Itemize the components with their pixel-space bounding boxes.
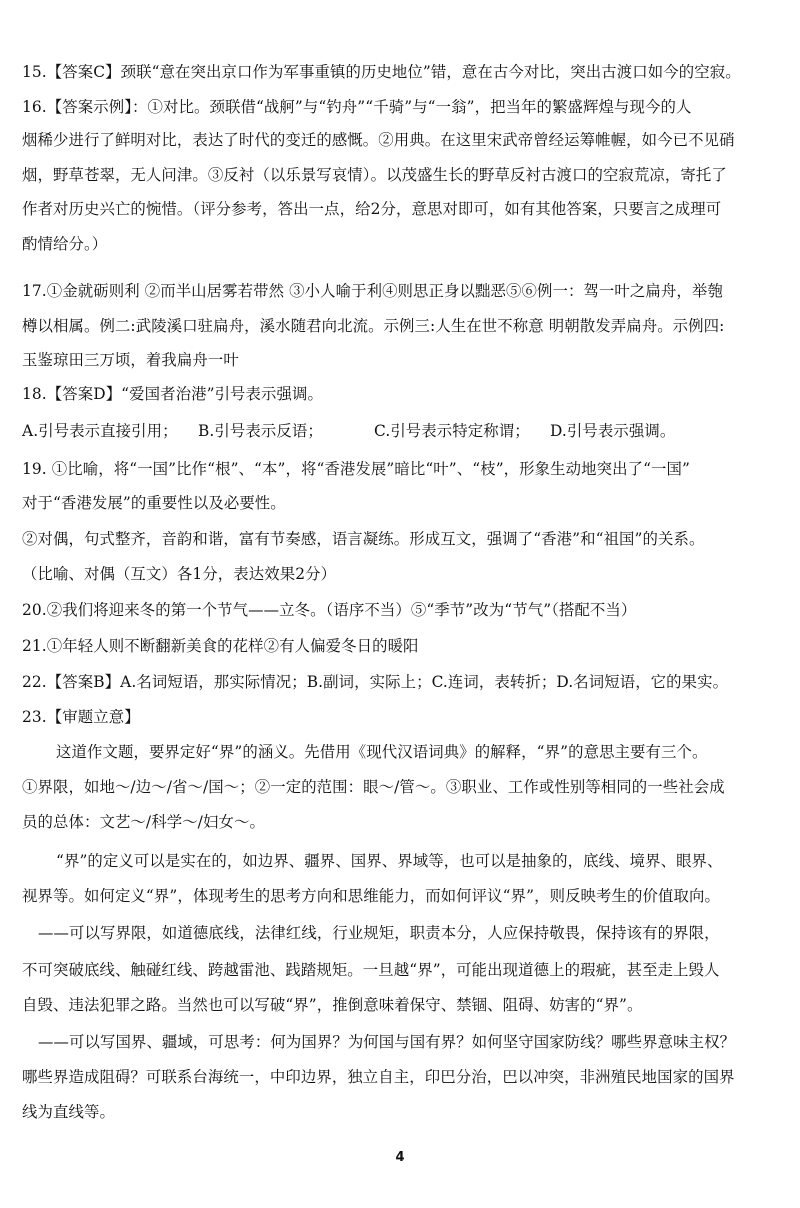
option-d: D.引号表示强调。 (550, 422, 676, 440)
essay-para-4-line-1: ——可以写国界、疆域，可思考：何为国界？为何国与国有界？如何坚守国家防线？哪些界意味主权？ (38, 1033, 736, 1051)
answer-16-line-3: 烟，野草苍翠，无人问津。③反衬（以乐景写哀情）。以茂盛生长的野草反衬古渡口的空寂荒凉，寄托了 (22, 166, 727, 184)
answer-16-line-1: 16.【答案示例】：①对比。颈联借“战舸”与“钓舟”“千骑”与“一翁”，把当年的繁盛辉煌与现今的人 (22, 98, 692, 116)
answer-19-line-3: ②对偶，句式整齐，音韵和谐，富有节奏感，语言凝练。形成互文，强调了“香港”和“祖国”的关系。 (22, 530, 705, 548)
answer-20: 20.②我们将迎来冬的第一个节气——立冬。（语序不当）⑤“季节”改为“节气”（搭配不当） (22, 601, 637, 619)
option-a: A.引号表示直接引用； (22, 422, 178, 440)
essay-para-3-line-1: ——可以写界限，如道德底线，法律红线，行业规矩，职责本分，人应保持敬畏，保持该有的界限， (38, 924, 720, 942)
essay-para-1-line-2: ①界限，如地～/边～/省～/国～；②一定的范围：眼～/管～。③职业、工作或性别等相同的一些社会成 (22, 778, 725, 796)
essay-para-4-line-3: 线为直线等。 (22, 1103, 115, 1121)
essay-para-3-line-2: 不可突破底线、触碰红线、跨越雷池、践踏规矩。一旦越“界”，可能出现道德上的瑕疵，甚至走上毁人 (22, 961, 720, 979)
option-b: B.引号表示反语； (198, 422, 323, 440)
page-number: 4 (395, 1150, 405, 1165)
answer-16-line-4: 作者对历史兴亡的惋惜。（评分参考，答出一点，给2分，意思对即可，如有其他答案，只要言之成理可 (22, 200, 722, 218)
answer-19-line-1: 19. ①比喻，将“一国”比作“根”、“本”，将“香港发展”暗比“叶”、“枝”，形象生动地突出了“一国” (22, 460, 691, 478)
answer-17-line-3: 玉鉴琼田三万顷，着我扁舟一叶 (22, 351, 239, 369)
essay-para-2-line-2: 视界等。如何定义“界”，体现考生的思考方向和思维能力，而如何评议“界”，则反映考生的价值取向。 (22, 887, 720, 905)
answer-19-line-2: 对于“香港发展”的重要性以及必要性。 (22, 494, 286, 512)
answer-18-options (22, 421, 782, 441)
essay-para-3-line-3: 自毁、违法犯罪之路。当然也可以写破“界”，推倒意味着保守、禁锢、阻碍、妨害的“界”。 (22, 996, 643, 1014)
answer-15: 15.【答案C】颈联“意在突出京口作为军事重镇的历史地位”错，意在古今对比，突出古渡口如今的空寂。 (22, 63, 741, 81)
essay-para-1-line-3: 员的总体：文艺～/科学～/妇女～。 (22, 813, 265, 831)
option-c: C.引号表示特定称谓； (374, 422, 530, 440)
answer-18: 18.【答案D】“爱国者治港”引号表示强调。 (22, 385, 324, 403)
answer-16-line-5: 酌情给分。） (22, 235, 108, 253)
answer-23-heading: 23.【审题立意】 (22, 708, 140, 726)
answer-21: 21.①年轻人则不断翻新美食的花样②有人偏爱冬日的暖阳 (22, 637, 419, 655)
answer-17-line-1: 17.①金就砺则利 ②而半山居雾若带然 ③小人喻于利④则思正身以黜恶⑤⑥例一：驾一叶之扁舟，举匏 (22, 282, 723, 300)
essay-para-2-line-1: “界”的定义可以是实在的，如边界、疆界、国界、界域等，也可以是抽象的，底线、境界、眼界、 (56, 852, 723, 870)
essay-para-1-line-1: 这道作文题，要界定好“界”的涵义。先借用《现代汉语词典》的解释，“界”的意思主要有三个。 (56, 743, 708, 761)
answer-19-scoring: （比喻、对偶（互文）各1分，表达效果2分） (22, 565, 337, 583)
answer-22: 22.【答案B】A.名词短语，那实际情况；B.副词，实际上；C.连词，表转折；D.名词短语，它的果实。 (22, 673, 729, 691)
essay-para-4-line-2: 哪些界造成阻碍？可联系台海统一，中印边界，独立自主，印巴分治，巴以冲突，非洲殖民地国家的国界 (22, 1068, 735, 1086)
answer-17-line-2: 樽以相属。例二:武陵溪口驻扁舟，溪水随君向北流。示例三:人生在世不称意 明朝散发弄扁舟。示例四: (22, 317, 725, 335)
answer-16-line-2: 烟稀少进行了鲜明对比，表达了时代的变迁的感慨。②用典。在这里宋武帝曾经运筹帷幄，如今已不见硝 (22, 131, 735, 149)
